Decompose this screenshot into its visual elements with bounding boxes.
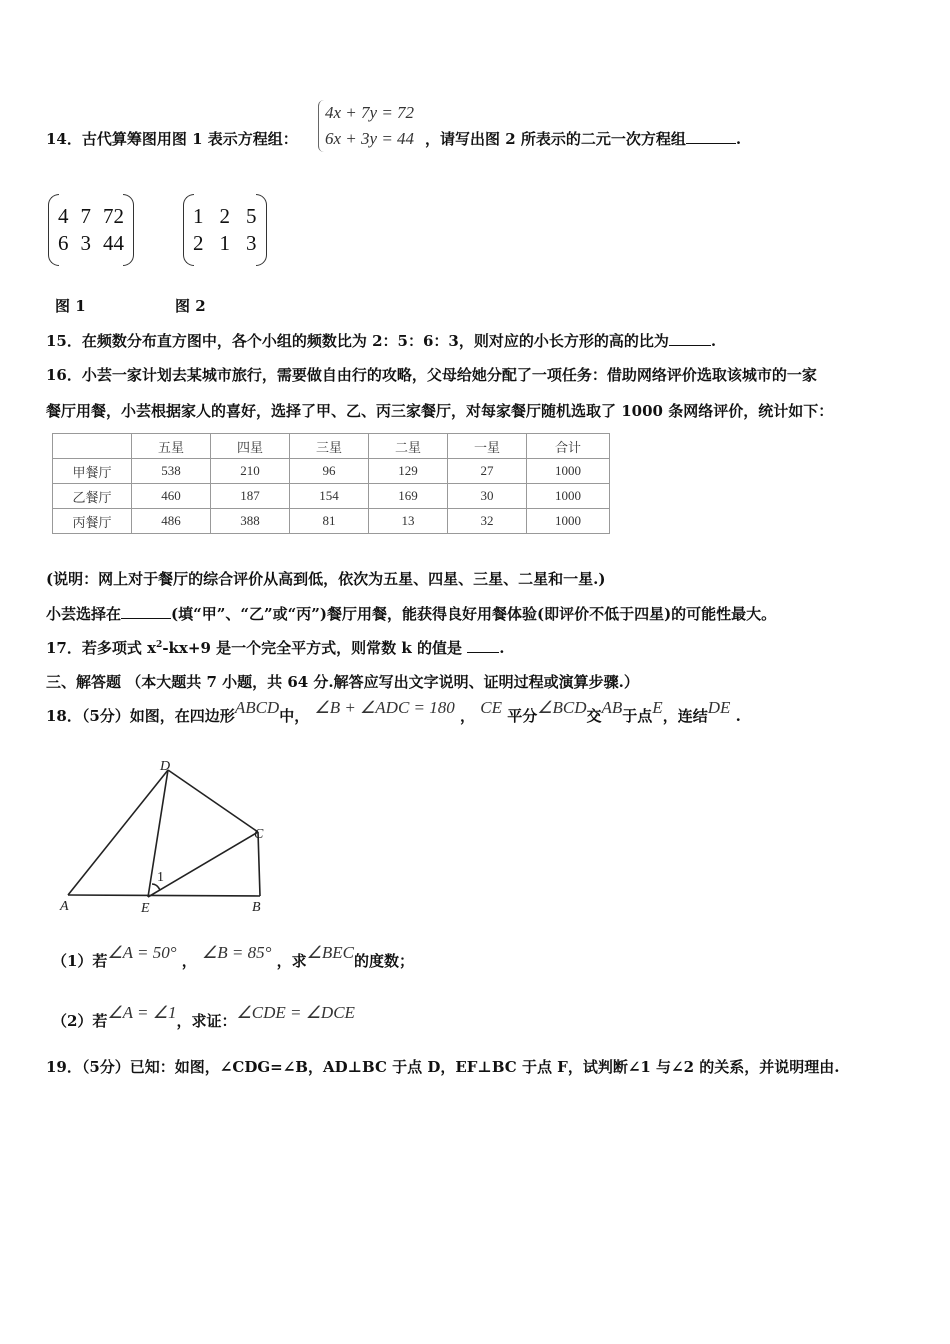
cell: 44 [103,231,124,255]
cell: 27 [448,459,527,484]
math: ∠A = ∠1 [107,1003,177,1022]
t: . [735,707,741,725]
t: ，求证： [176,1012,237,1030]
cell: 72 [103,204,124,228]
cell: 甲餐厅 [53,459,132,484]
angle-1-label: 1 [157,870,164,885]
period: . [735,130,742,148]
cell: 2 [193,231,204,255]
label-C: C [254,827,264,842]
cell: 3 [80,231,91,255]
math: E [652,698,663,717]
q17-text-b: -kx+9 是一个完全平方式，则常数 k 的值是 [162,639,462,657]
cell: 169 [369,484,448,509]
math: ∠CDE = ∠DCE [236,1003,355,1022]
label-D: D [160,759,171,774]
t: 中， [279,707,310,725]
cell: 3 [246,231,257,255]
exponent: 2 [156,640,163,650]
cell: 460 [132,484,211,509]
equation-2: 6x + 3y = 44 [325,129,415,148]
cell: 129 [369,459,448,484]
cell: 乙餐厅 [53,484,132,509]
q16-line1: 16．小芸一家计划去某城市旅行，需要做自由行的攻略，父母给她分配了一项任务：借助网络评价选取该城市的一家 [46,366,817,384]
t: 平分 [507,707,538,725]
figure-2-label: 图 2 [175,297,206,315]
q16-line2: 餐厅用餐，小芸根据家人的喜好，选择了甲、乙、丙三家餐厅，对每家餐厅随机选取了 1000 条网络评价，统计如下： [46,402,834,420]
math: DE [707,698,731,717]
cell: 81 [290,509,369,534]
cell: 1000 [527,459,610,484]
cell: 13 [369,509,448,534]
cell: 7 [80,204,91,228]
t: （2）若 [52,1012,108,1030]
header-cell: 四星 [211,434,290,459]
cell: 538 [132,459,211,484]
equation-1: 4x + 7y = 72 [325,103,415,122]
q14-text-a: 14．古代算筹图用图 1 表示方程组： [46,130,298,148]
label-A: A [60,899,69,914]
q18-part1 [52,943,415,971]
header-cell: 二星 [369,434,448,459]
cell: 32 [448,509,527,534]
q15: 15．在频数分布直方图中，各个小组的频数比为 2：5：6：3，则对应的小长方形的高的比为 . [46,332,717,350]
period: . [499,639,505,657]
cell: 154 [290,484,369,509]
cell: 486 [132,509,211,534]
t: 的度数； [354,952,415,970]
cell: 388 [211,509,290,534]
math: ABCD [234,698,280,717]
math: ∠B = 85° [202,943,272,962]
label-B: B [252,900,261,915]
cell: 丙餐厅 [53,509,132,534]
cell: 210 [211,459,290,484]
t: 交 [586,707,602,725]
cell: 30 [448,484,527,509]
math: ∠A = 50° [107,943,177,962]
header-cell: 合计 [527,434,610,459]
cell: 187 [211,484,290,509]
cell: 96 [290,459,369,484]
t: ， [181,952,197,970]
q16-note: (说明：网上对于餐厅的综合评价从高到低，依次为五星、四星、三星、二星和一星.) [46,570,606,588]
q17-text-a: 17．若多项式 x [46,639,157,657]
figure-1-label: 图 1 [55,297,86,315]
cell: 1 [193,204,204,228]
q15-text: 15．在频数分布直方图中，各个小组的频数比为 2：5：6：3，则对应的小长方形的高的比为 [46,332,669,350]
t: ， [460,707,476,725]
math: CE [480,698,502,717]
t: 18．（5分）如图，在四边形 [46,707,235,725]
t: ，求 [276,952,307,970]
q18-part2 [52,1003,355,1031]
header-cell: 一星 [448,434,527,459]
ask-text-a: 小芸选择在 [46,605,122,623]
math: ∠BEC [306,943,355,962]
t: ，连结 [662,707,708,725]
t: 于点 [622,707,653,725]
math: ∠B + ∠ADC = 180 [314,698,455,717]
q14-question: ，请写出图 2 所表示的二元一次方程组 [425,130,686,148]
cell: 5 [246,204,257,228]
header-cell: 五星 [132,434,211,459]
cell: 1 [219,231,230,255]
cell: 1000 [527,509,610,534]
header-cell: 三星 [290,434,369,459]
q19: 19．（5分）已知：如图，∠CDG=∠B，AD⊥BC 于点 D，EF⊥BC 于点 F，试判断∠1 与∠2 的关系，并说明理由. [46,1058,840,1076]
math: ∠BCD [537,698,587,717]
cell: 2 [219,204,230,228]
ask-text-b: (填“甲”、“乙”或“丙”)餐厅用餐，能获得良好用餐体验(即评价不低于四星)的可能性最大。 [171,605,777,623]
cell: 1000 [527,484,610,509]
cell: 6 [58,231,69,255]
section-3-heading: 三、解答题 （本大题共 7 小题，共 64 分.解答应写出文字说明、证明过程或演算步骤.） [46,673,639,691]
label-E: E [141,901,150,916]
t: （1）若 [52,952,108,970]
cell: 4 [58,204,69,228]
math: AB [601,698,623,717]
